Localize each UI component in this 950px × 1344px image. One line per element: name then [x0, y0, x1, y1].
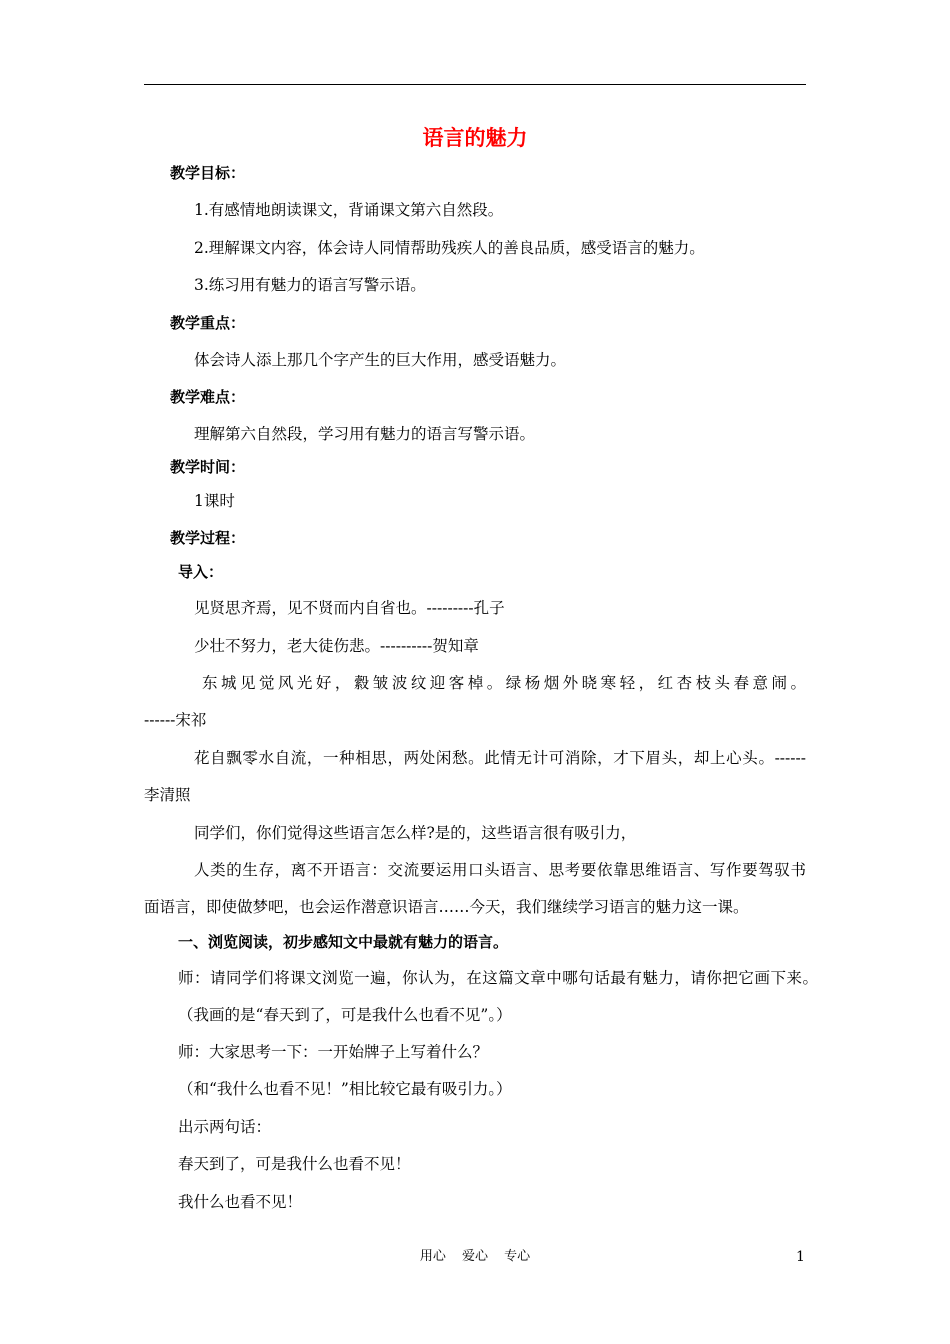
quote-he-zhizhang: 少壮不努力，老大徒伤悲。----------贺知章	[194, 637, 479, 655]
header-rule	[144, 84, 806, 85]
answer-line-1: （我画的是“春天到了，可是我什么也看不见”。）	[178, 1006, 512, 1024]
footer-motto: 用心 爱心 专心	[419, 1249, 531, 1264]
quote-li-qingzhao-line1: 花自飘零水自流，一种相思，两处闲愁。此情无计可消除，才下眉头，却上心头。------	[194, 749, 806, 767]
answer-line-2: （和“我什么也看不见！”相比较它最有吸引力。）	[178, 1080, 512, 1098]
goals-heading: 教学目标：	[170, 164, 246, 182]
document-title: 语言的魅力	[422, 126, 528, 150]
section-1-heading: 一、浏览阅读，初步感知文中最就有魅力的语言。	[178, 933, 509, 951]
process-heading: 教学过程：	[170, 529, 246, 547]
page-number: 1	[796, 1249, 805, 1265]
goal-item-1: 1.有感情地朗读课文，背诵课文第六自然段。	[194, 201, 504, 219]
show-two-sentences: 出示两句话：	[178, 1118, 272, 1136]
difficulty-heading: 教学难点：	[170, 388, 246, 406]
time-heading: 教学时间：	[170, 458, 246, 476]
goal-item-3: 3.练习用有魅力的语言写警示语。	[194, 276, 426, 294]
intro-paragraph-1: 同学们，你们觉得这些语言怎么样?是的，这些语言很有吸引力，	[194, 824, 637, 842]
teacher-line-2: 师：大家思考一下：一开始牌子上写着什么？	[178, 1043, 489, 1061]
quote-confucius: 见贤思齐焉，见不贤而内自省也。---------孔子	[194, 599, 505, 617]
sentence-2: 我什么也看不见！	[178, 1193, 303, 1211]
quote-li-qingzhao-line2: 李清照	[144, 786, 191, 804]
key-point-text: 体会诗人添上那几个字产生的巨大作用，感受语魅力。	[194, 351, 567, 369]
intro-paragraph-2-line1: 人类的生存，离不开语言：交流要运用口头语言、思考要依靠思维语言、写作要驾驭书	[194, 861, 806, 879]
quote-song-qi-line1: 东城见觉风光好，縠皱波纹迎客棹。绿杨烟外晓寒轻，红杏枝头春意闹。	[202, 674, 806, 692]
intro-paragraph-2-line2: 面语言，即使做梦吧，也会运作潜意识语言……今天，我们继续学习语言的魅力这一课。	[144, 898, 749, 916]
teacher-line-1: 师：请同学们将课文浏览一遍，你认为，在这篇文章中哪句话最有魅力，请你把它画下来。	[178, 969, 818, 987]
sentence-1: 春天到了，可是我什么也看不见！	[178, 1155, 411, 1173]
goal-item-2: 2.理解课文内容，体会诗人同情帮助残疾人的善良品质，感受语言的魅力。	[194, 239, 705, 257]
time-text: 1课时	[194, 492, 235, 510]
key-point-heading: 教学重点：	[170, 314, 246, 332]
quote-song-qi-line2: ------宋祁	[144, 711, 207, 729]
intro-heading: 导入：	[178, 563, 224, 581]
difficulty-text: 理解第六自然段，学习用有魅力的语言写警示语。	[194, 425, 536, 443]
